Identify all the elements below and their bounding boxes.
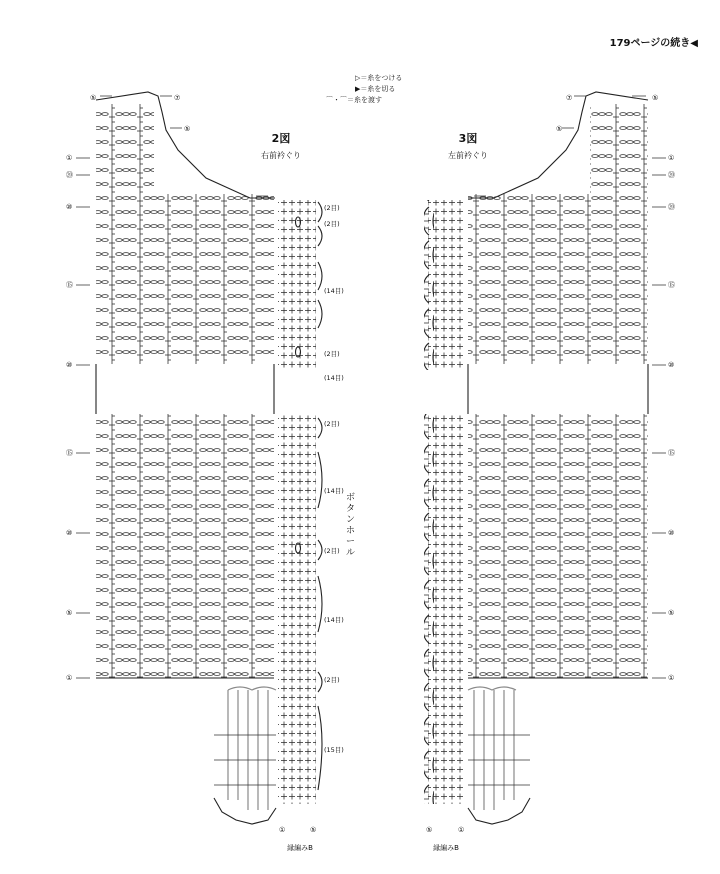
row-marker: ⑮ — [668, 449, 675, 457]
band-count: (2目) — [324, 676, 340, 684]
bottom-marker: ① — [279, 826, 286, 834]
row-marker: ⑤ — [90, 94, 97, 102]
bottom-marker: ① — [458, 826, 465, 834]
buttonhole-label-char: タ — [346, 504, 356, 514]
band-count: (2目) — [324, 420, 340, 428]
row-marker: ⑦ — [174, 94, 181, 102]
svg-text:ボタンホール — [346, 492, 355, 558]
bottom-marker: ⑤ — [426, 826, 433, 834]
figure3-scallops-lower — [424, 414, 434, 804]
buttonhole-label-char: ー — [346, 537, 356, 547]
figure2-body-lower — [96, 414, 274, 678]
row-marker: ⑤ — [668, 609, 675, 617]
row-marker: ⑮ — [66, 449, 73, 457]
band-count: (14目) — [324, 374, 344, 382]
figure3-body-lower — [468, 414, 648, 678]
row-marker: ① — [668, 154, 675, 162]
figure3-body-upper — [468, 194, 648, 364]
figure3-title: 3図 — [458, 132, 478, 145]
figure2-neck-stitches — [96, 104, 154, 194]
row-marker: ① — [66, 154, 73, 162]
row-marker: ⑤ — [652, 94, 659, 102]
row-marker: ① — [668, 674, 675, 682]
figure-3 — [424, 92, 675, 852]
figure3-subtitle: 左前衿ぐり — [448, 151, 488, 160]
band-count: (2目) — [324, 220, 340, 228]
edging-label: 縁編みB — [287, 844, 313, 852]
row-marker: ① — [66, 674, 73, 682]
row-marker: ⑤ — [556, 125, 563, 133]
bottom-marker: ⑤ — [310, 826, 317, 834]
row-marker: ⑮ — [66, 281, 73, 289]
row-marker: ⑩ — [668, 361, 675, 369]
legend-cut: ▶＝糸を切る — [355, 85, 396, 93]
legend-carry: ⌒・⌒＝糸を渡す — [326, 96, 382, 104]
band-count: (14目) — [324, 616, 344, 624]
buttonhole-label-char: ホ — [346, 526, 356, 536]
figure2-front-band-upper — [278, 200, 316, 370]
figure-2 — [66, 92, 355, 852]
row-marker: ⑦ — [566, 94, 573, 102]
row-marker: ⑤ — [184, 125, 191, 133]
figure2-title: 2図 — [271, 132, 291, 145]
figure2-subtitle: 右前衿ぐり — [261, 151, 301, 160]
band-count: (14目) — [324, 287, 344, 295]
edging-label: 縁編みB — [433, 844, 459, 852]
row-marker: ⑳ — [668, 171, 675, 179]
legend — [326, 73, 402, 104]
band-count: (2目) — [324, 350, 340, 358]
row-marker: ⑮ — [668, 281, 675, 289]
figure2-front-band-lower — [278, 414, 316, 804]
row-marker: ⑩ — [66, 529, 73, 537]
figure3-neck-stitches — [590, 104, 648, 194]
row-marker: ⑩ — [668, 529, 675, 537]
legend-attach: ▷＝糸をつける — [355, 74, 403, 82]
band-count: (14目) — [324, 487, 344, 495]
figure3-scallops-upper — [424, 200, 434, 370]
band-count: (2目) — [324, 547, 340, 555]
band-count: (2目) — [324, 204, 340, 212]
buttonhole-label-char: ル — [346, 548, 356, 558]
page-header: 179ページの続き◀ — [609, 38, 698, 49]
figure2-body-upper — [96, 194, 274, 364]
band-count: (15目) — [324, 746, 344, 754]
row-marker: ⑩ — [66, 361, 73, 369]
row-marker: ⑳ — [668, 203, 675, 211]
buttonhole-label-char: ン — [346, 515, 356, 525]
row-marker: ⑳ — [66, 171, 73, 179]
buttonhole-label-char: ボ — [346, 493, 356, 503]
row-marker: ⑩ — [66, 203, 73, 211]
row-marker: ⑤ — [66, 609, 73, 617]
buttonhole-label — [346, 492, 355, 558]
